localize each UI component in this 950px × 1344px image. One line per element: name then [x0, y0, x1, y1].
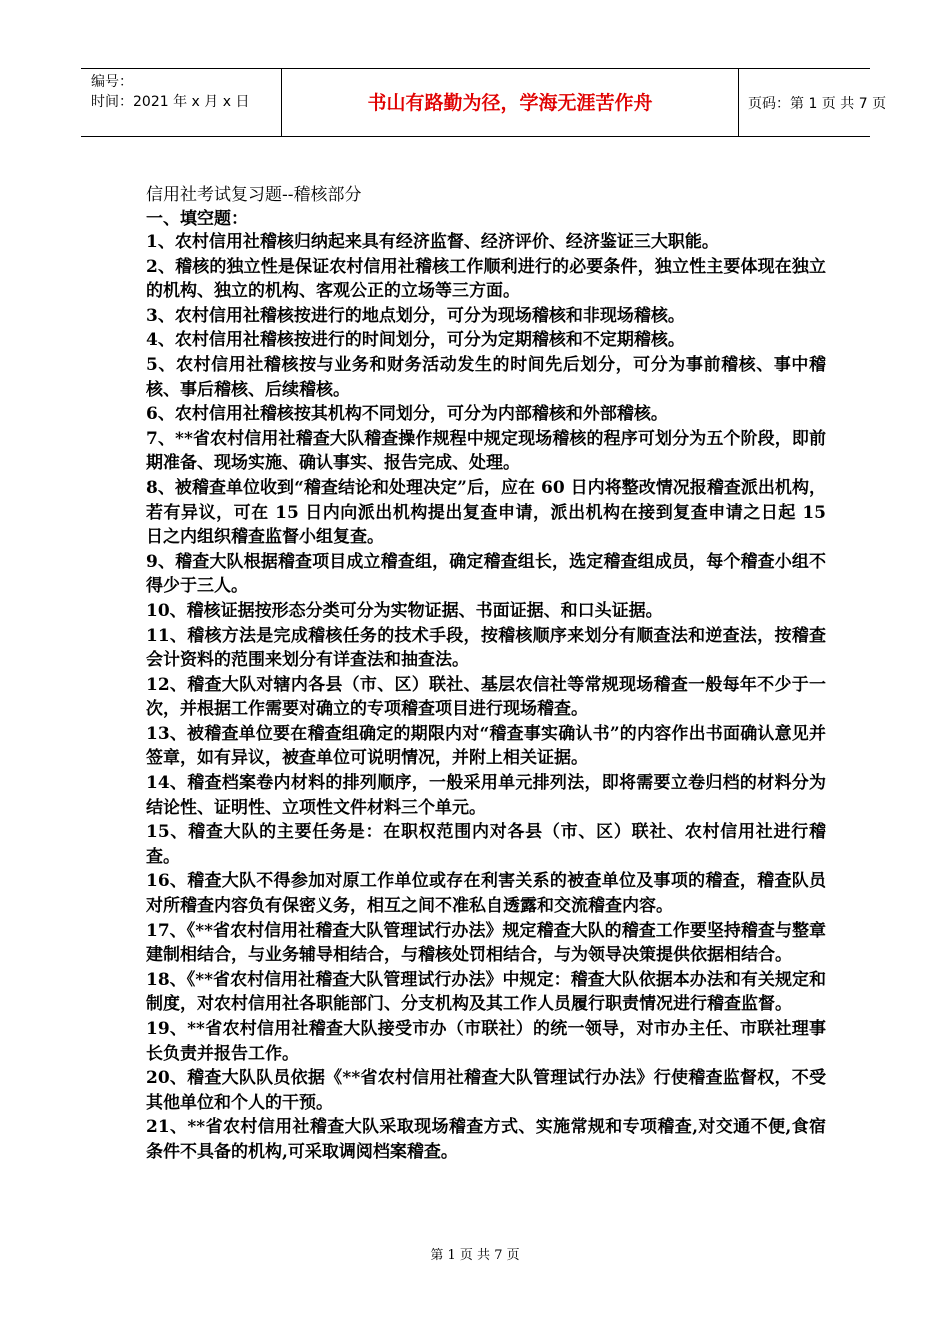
header-page-cell: [738, 69, 887, 136]
question-item: 21、**省农村信用社稽查大队采取现场稽查方式、实施常规和专项稽查,对交通不便,食宿条件不具备的机构,可采取调阅档案稽查。: [146, 1117, 826, 1162]
header-motto: 书山有路勤为径，学海无涯苦作舟: [367, 92, 653, 114]
question-item: 2、稽核的独立性是保证农村信用社稽核工作顺利进行的必要条件，独立性主要体现在独立的机构、独立的机构、客观公正的立场等三方面。: [146, 256, 826, 302]
header-meta: [81, 69, 281, 136]
doc-time-label: 时间：2021 年 x 月 x 日: [91, 94, 250, 110]
question-item: 12、稽查大队对辖内各县（市、区）联社、基层农信社等常规现场稽查一般每年不少于一次，并根据工作需要对确立的专项稽查项目进行现场稽查。: [146, 674, 826, 720]
header-page-info: 页码：第 1 页 共 7 页: [748, 96, 887, 112]
document-body: [146, 184, 826, 1165]
question-item: 20、稽查大队队员依据《**省农村信用社稽查大队管理试行办法》行使稽查监督权，不受其他单位和个人的干预。: [146, 1068, 826, 1113]
doc-number-label: 编号：: [91, 74, 133, 90]
question-item: 16、稽查大队不得参加对原工作单位或存在利害关系的被查单位及事项的稽查，稽查队员对所稽查内容负有保密义务，相互之间不准私自透露和交流稽查内容。: [146, 871, 826, 917]
question-item: 4、农村信用社稽核按进行的时间划分，可分为定期稽核和不定期稽核。: [146, 330, 685, 351]
question-item: 10、稽核证据按形态分类可分为实物证据、书面证据、和口头证据。: [146, 600, 663, 621]
question-item: 15、稽查大队的主要任务是：在职权范围内对各县（市、区）联社、农村信用社进行稽查。: [146, 822, 826, 867]
question-item: 5、农村信用社稽核按与业务和财务活动发生的时间先后划分，可分为事前稽核、事中稽核、事后稽核、后续稽核。: [146, 354, 826, 400]
section-heading: 一、填空题：: [146, 209, 248, 229]
question-item: 13、被稽查单位要在稽查组确定的期限内对“稽查事实确认书”的内容作出书面确认意见并签章，如有异议，被查单位可说明情况，并附上相关证据。: [146, 723, 826, 769]
question-list: [146, 230, 826, 1165]
document-title: 信用社考试复习题--稽核部分: [146, 185, 362, 205]
question-item: 3、农村信用社稽核按进行的地点划分，可分为现场稽核和非现场稽核。: [146, 305, 685, 326]
question-item: 14、稽查档案卷内材料的排列顺序，一般采用单元排列法，即将需要立卷归档的材料分为结论性、证明性、立项性文件材料三个单元。: [146, 773, 826, 818]
question-item: 8、被稽查单位收到“稽查结论和处理决定”后，应在 60 日内将整改情况报稽查派出机构，若有异议，可在 15 日内向派出机构提出复查申请，派出机构在接到复查申请之日起 15 日之内组织稽查监督小组复查。: [146, 477, 826, 548]
question-item: 18、《**省农村信用社稽查大队管理试行办法》中规定：稽查大队依据本办法和有关规定和制度，对农村信用社各职能部门、分支机构及其工作人员履行职责情况进行稽查监督。: [146, 969, 826, 1015]
page-footer: 第 1 页 共 7 页: [430, 1248, 520, 1263]
question-item: 6、农村信用社稽核按其机构不同划分，可分为内部稽核和外部稽核。: [146, 404, 668, 425]
question-item: 19、**省农村信用社稽查大队接受市办（市联社）的统一领导，对市办主任、市联社理事长负责并报告工作。: [146, 1019, 826, 1064]
question-item: 1、农村信用社稽核归纳起来具有经济监督、经济评价、经济鉴证三大职能。: [146, 232, 719, 252]
page-header: [81, 68, 887, 137]
question-item: 17、《**省农村信用社稽查大队管理试行办法》规定稽查大队的稽查工作要坚持稽查与整章建制相结合，与业务辅导相结合，与稽核处罚相结合，与为领导决策提供依据相结合。: [146, 920, 826, 966]
header-motto-cell: [281, 69, 739, 136]
question-item: 7、**省农村信用社稽查大队稽查操作规程中规定现场稽核的程序可划分为五个阶段，即前期准备、现场实施、确认事实、报告完成、处理。: [146, 428, 826, 474]
question-item: 9、稽查大队根据稽查项目成立稽查组，确定稽查组长，选定稽查组成员，每个稽查小组不得少于三人。: [146, 551, 826, 597]
question-item: 11、稽核方法是完成稽核任务的技术手段，按稽核顺序来划分有顺查法和逆查法，按稽查会计资料的范围来划分有详查法和抽查法。: [146, 625, 826, 671]
